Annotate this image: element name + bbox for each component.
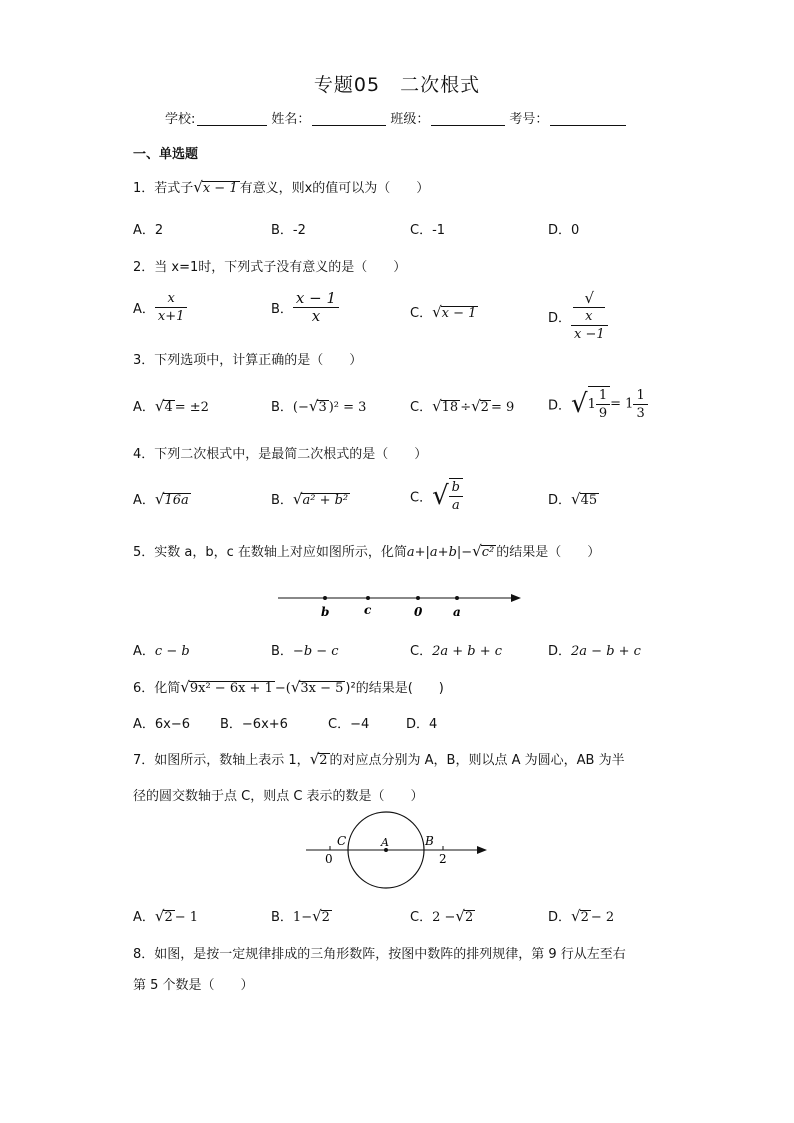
q2-a-label: A． [133,302,155,317]
q2-d-label: D． [548,311,572,326]
q3-option-c[interactable]: C．√18 ÷√2 = 9 [410,397,515,415]
q5-radicand: c² [481,545,495,560]
q6-option-c[interactable]: C．−4 [328,717,370,732]
question-5: 5．实数 a，b，c 在数轴上对应如图所示，化简a+|a+b|−√c² 的结果是（ ） [133,542,601,560]
q3-b-prefix: (− [292,400,309,415]
q7-axis-arrow [477,846,487,854]
question-2: 2．当 x=1时，下列式子没有意义的是（ ） [133,260,407,275]
q5-label-b: b [321,605,330,619]
school-blank[interactable] [197,112,267,126]
q5-d-expr: 2a − b + c [571,644,641,659]
q3-b-rest: )² = 3 [328,400,367,415]
number-label: 考号： [509,112,549,127]
q3-a-label: A． [133,400,155,415]
q3-d-whole: 1 [587,397,596,412]
section-heading: 一、单选题 [133,147,199,162]
q3-c-radicand-1: 18 [441,400,459,415]
q2-a-numerator: x [155,290,188,308]
q6-option-a[interactable]: A．6x−6 [133,717,191,732]
q1-radicand: x − 1 [202,181,238,196]
question-8-line-2: 第 5 个数是（ ） [133,978,254,993]
q7-circle-figure [300,808,495,893]
q4-option-b[interactable]: B．√a² + b² [271,490,349,508]
q7-option-c[interactable]: C．2 −√2 [410,907,474,925]
q3-option-b[interactable]: B．(−√3 )² = 3 [271,397,367,415]
q7-label-a: A [381,836,389,849]
q3-d-label: D． [548,398,572,414]
q1-option-d[interactable]: D．0 [548,223,580,238]
q4-option-c[interactable]: C．√ $\frac{b}{a}$ [410,478,463,514]
name-blank[interactable] [312,112,386,126]
q2-b-numerator: x − 1 [293,290,339,308]
q3-b-label: B． [271,400,293,415]
q4-c-fraction [449,479,463,514]
q7-option-b[interactable]: B．1−√2 [271,907,330,925]
q3-c-radicand-2: 2 [480,400,489,415]
q7-label-b: B [425,834,434,848]
q1-stem-prefix: 1．若式子 [133,181,194,196]
q2-b-denominator: x [311,307,321,325]
q6-middle: −( [274,681,291,696]
q5-axis-arrow [511,594,521,602]
q7-d-rest: − 2 [590,910,615,925]
q5-option-a[interactable] [133,640,190,659]
q7-a-label: A． [133,910,155,925]
q2-a-denominator: x+1 [157,309,185,324]
student-info-line [165,108,630,127]
q3-a-radicand: 4 [164,400,173,415]
q2-d-denominator: x −1 [574,327,605,342]
q5-option-c[interactable] [410,640,502,659]
q6-option-d[interactable]: D．4 [406,717,438,732]
q6-radicand-1: 9x² − 6x + 1 [189,681,273,696]
q7-c-radicand: 2 [464,910,474,925]
q4-c-numerator: b [449,479,463,497]
question-8-line-1: 8．如图，是按一定规律排成的三角形数阵，按图中数阵的排列规律，第 9 行从左至右 [133,947,626,962]
q7-label-0: 0 [325,852,333,866]
q5-point-b [323,596,327,600]
q5-option-d[interactable] [548,640,641,659]
q5-b-expr: −b − c [292,644,339,659]
q7-stem-suffix: 的对应点分别为 A，B，则以点 A 为圆心，AB 为半 [329,753,625,768]
q3-d-numerator: 1 [596,387,610,405]
q4-c-label: C． [410,490,433,506]
q7-label-2: 2 [439,852,447,866]
q2-option-d[interactable] [548,290,608,343]
q3-d-fraction [596,387,610,422]
q3-c-label: C． [410,400,433,415]
q7-radicand: 2 [319,753,328,768]
q4-b-radicand: a² + b² [302,493,349,508]
q3-c-divide: ÷ [460,400,472,415]
q7-option-d[interactable]: D．√2 − 2 [548,907,615,925]
q5-stem-prefix: 5．实数 a，b，c 在数轴上对应如图所示，化简 [133,545,407,560]
q2-option-a[interactable] [133,290,187,325]
q3-d-result-fraction [633,387,647,422]
q2-a-fraction [155,290,188,325]
q1-stem-suffix: 有意义，则x的值可以为（ ） [239,181,430,196]
q1-option-a[interactable]: A．2 [133,223,164,238]
q5-option-b[interactable] [271,640,339,659]
q7-label-c: C [337,834,347,848]
q2-c-label: C． [410,306,433,321]
q5-c-expr: 2a + b + c [432,644,503,659]
q4-d-radicand: 45 [580,493,598,508]
q5-label-0: 0 [414,605,423,619]
q5-d-label: D． [548,644,572,659]
question-4: 4．下列二次根式中，是最简二次根式的是（ ） [133,447,428,462]
q2-option-b[interactable] [271,290,339,325]
q2-d-numerator-radicand: x [573,307,605,325]
q3-d-result-numerator: 1 [633,387,647,405]
q7-d-label: D． [548,910,572,925]
q7-a-radicand: 2 [164,910,173,925]
q5-a-expr: c − b [154,644,190,659]
q7-stem-prefix: 7．如图所示，数轴上表示 1， [133,753,310,768]
q7-d-radicand: 2 [580,910,589,925]
q5-b-label: B． [271,644,293,659]
q5-point-0 [416,596,420,600]
question-6: 6．化简√9x² − 6x + 1 −(√3x − 5 )²的结果是( ) [133,678,444,696]
q5-expression: a+|a+b|− [406,545,473,560]
q3-a-rest: = ±2 [174,400,209,415]
q7-a-rest: − 1 [174,910,199,925]
q5-point-a [455,596,459,600]
q2-b-fraction [293,290,339,325]
q5-a-label: A． [133,644,155,659]
q5-c-label: C． [410,644,433,659]
q3-option-a[interactable]: A．√4 = ±2 [133,397,209,415]
q2-b-label: B． [271,302,293,317]
q7-b-prefix: 1− [292,910,313,925]
q1-option-b[interactable]: B．-2 [271,223,306,238]
q4-a-radicand: 16a [164,493,189,508]
question-7-line-2: 径的圆交数轴于点 C，则点 C 表示的数是（ ） [133,789,424,804]
q6-stem-prefix: 6．化简 [133,681,181,696]
q7-b-radicand: 2 [321,910,330,925]
question-3: 3．下列选项中，计算正确的是（ ） [133,353,363,368]
q7-b-label: B． [271,910,293,925]
question-7-line-1: 7．如图所示，数轴上表示 1，√2 的对应点分别为 A，B，则以点 A 为圆心，AB 为半 [133,750,625,768]
q3-c-rest: = 9 [490,400,515,415]
q3-d-radicand [588,386,611,422]
q2-d-fraction: √ x x −1 [571,290,608,343]
name-label: 姓名： [271,112,311,127]
q2-option-c[interactable]: C．√x − 1 [410,303,477,321]
class-label: 班级： [390,112,430,127]
q4-a-label: A． [133,493,155,508]
q7-option-a[interactable]: A．√2 − 1 [133,907,199,925]
q3-option-d[interactable]: D．√1 $\frac{1}{9}$ = 1 $\frac{1}{3}$ [548,386,648,422]
q5-stem-suffix: 的结果是（ ） [496,545,601,560]
q4-option-d[interactable]: D．√45 [548,490,598,508]
q3-d-result-denominator: 3 [636,405,645,421]
page-title: 专题05 二次根式 [313,74,481,96]
number-blank[interactable] [550,112,626,126]
q5-point-c [366,596,370,600]
class-blank[interactable] [431,112,505,126]
q4-c-denominator: a [451,498,460,513]
q5-number-line-figure [275,588,525,622]
q4-option-a[interactable]: A．√16a [133,490,189,508]
q3-d-denominator: 9 [598,406,608,421]
q4-d-label: D． [548,493,572,508]
q6-option-b[interactable]: B．−6x+6 [220,717,288,732]
q5-label-c: c [364,603,372,617]
q3-d-equals: = 1 [610,396,634,412]
school-label: 学校: [165,112,196,127]
q5-label-a: a [453,605,461,619]
q7-c-label: C． [410,910,433,925]
question-1: 1．若式子√x − 1 有意义，则x的值可以为（ ） [133,178,430,196]
q6-radicand-2: 3x − 5 [300,681,344,696]
q6-stem-suffix: )²的结果是( ) [345,681,444,696]
q2-c-radicand: x − 1 [441,306,477,321]
q7-c-prefix: 2 − [432,910,456,925]
q3-b-radicand: 3 [318,400,327,415]
q1-option-c[interactable]: C．-1 [410,223,446,238]
q4-b-label: B． [271,493,293,508]
